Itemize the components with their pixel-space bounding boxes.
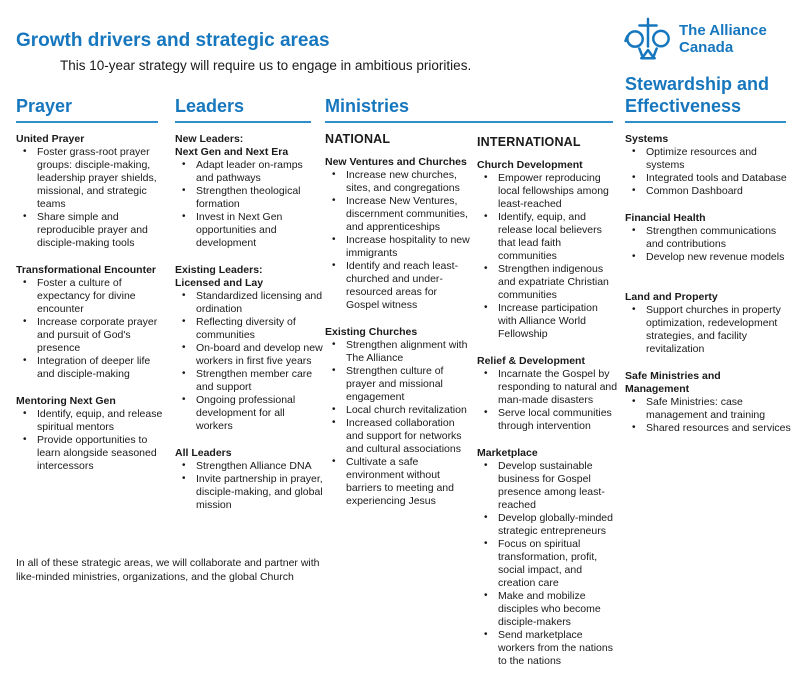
bullet-item: • Adapt leader on-ramps and pathways [175, 159, 323, 185]
section-heading: Mentoring Next Gen [16, 395, 116, 408]
bullet-list [477, 368, 619, 433]
bullet-list [625, 146, 793, 198]
bullet-item: • Share simple and reproducible prayer and disciple-making tools [16, 211, 169, 250]
section-heading: Relief & Development [477, 354, 585, 367]
bullet-item: • Cultivate a safe environment without barriers to meeting and experiencing Jesus [325, 456, 471, 508]
bullet-list [175, 460, 323, 512]
section-heading: Existing Churches [325, 325, 418, 338]
cross-pitcher-laver-crown-icon [624, 16, 672, 62]
bullet-list [477, 172, 619, 341]
section-heading: Safe Ministries and Management [625, 370, 721, 396]
bullet-item: • Increase new churches, sites, and congregations [325, 169, 471, 195]
logo-wordmark [679, 22, 767, 56]
bullet-list [325, 169, 471, 312]
bullet-item: • Strengthen Alliance DNA [175, 460, 323, 473]
bullet-item: • Increase hospitality to new immigrants [325, 234, 471, 260]
bullet-item: • Reflecting diversity of communities [175, 316, 323, 342]
bullet-item: • Shared resources and services [625, 422, 793, 435]
bullet-list [325, 339, 471, 508]
bullet-list [16, 277, 169, 381]
strategy-section [625, 370, 793, 435]
strategy-section [325, 326, 471, 508]
column-prayer-body [16, 133, 169, 487]
strategy-section [625, 291, 793, 356]
bullet-item: • Focus on spiritual transformation, profit, social impact, and creation care [477, 538, 619, 590]
bullet-item: • Optimize resources and systems [625, 146, 793, 172]
column-header-prayer: Prayer [16, 95, 158, 123]
bullet-item: • Strengthen communications and contributions [625, 225, 793, 251]
page-title: Growth drivers and strategic areas [16, 30, 330, 51]
bullet-item: • Serve local communities through intervention [477, 407, 619, 433]
bullet-list [625, 304, 793, 356]
bullet-item: • Provide opportunities to learn alongside seasoned intercessors [16, 434, 169, 473]
bullet-item: • Invite partnership in prayer, disciple-making, and global mission [175, 473, 323, 512]
bullet-item: • Strengthen alignment with The Alliance [325, 339, 471, 365]
bullet-item: • Increase participation with Alliance World Fellowship [477, 302, 619, 341]
ministries-national-subcolumn [325, 132, 471, 522]
bullet-item: • Empower reproducing local fellowships among least-reached [477, 172, 619, 211]
bullet-item: • Common Dashboard [625, 185, 793, 198]
logo-line1: The Alliance [679, 22, 767, 39]
bullet-item: • Increase New Ventures, discernment communities, and apprenticeships [325, 195, 471, 234]
bullet-item: • Identify, equip, and release spiritual mentors [16, 408, 169, 434]
section-heading: Financial Health [625, 212, 706, 225]
page-subtitle: This 10-year strategy will require us to engage in ambitious priorities. [60, 58, 472, 73]
bullet-item: • Develop globally-minded strategic entrepreneurs [477, 512, 619, 538]
strategy-section [175, 264, 323, 433]
bullet-item: • Ongoing professional development for all workers [175, 394, 323, 433]
bullet-list [16, 146, 169, 250]
bullet-item: • Develop sustainable business for Gospel presence among least-reached [477, 460, 619, 512]
footer-line1: In all of these strategic areas, we will collaborate and partner with [16, 557, 320, 569]
bullet-item: • Local church revitalization [325, 404, 471, 417]
ministries-national-body [325, 156, 471, 508]
bullet-item: • Standardized licensing and ordination [175, 290, 323, 316]
section-heading: United Prayer [16, 133, 85, 145]
column-stewardship-body [625, 133, 793, 449]
bullet-list [625, 396, 793, 435]
bullet-item: • Strengthen member care and support [175, 368, 323, 394]
bullet-list [625, 225, 793, 264]
ministries-international-subcolumn [477, 135, 619, 682]
section-heading: Transformational Encounter [16, 264, 157, 277]
bullet-item: • Incarnate the Gospel by responding to natural and man-made disasters [477, 368, 619, 407]
strategy-section [16, 133, 169, 250]
column-header-ministries: Ministries [325, 95, 613, 123]
bullet-list [477, 460, 619, 668]
bullet-item: • Support churches in property optimization, redevelopment strategies, and facility revitalization [625, 304, 793, 356]
section-heading: Land and Property [625, 291, 718, 304]
section-heading: Church Development [477, 158, 583, 171]
bullet-item: • Strengthen indigenous and expatriate Christian communities [477, 263, 619, 302]
column-header-leaders: Leaders [175, 95, 311, 123]
bullet-item: • Safe Ministries: case management and training [625, 396, 793, 422]
bullet-item: • Increased collaboration and support for networks and cultural associations [325, 417, 471, 456]
strategy-section [477, 159, 619, 341]
section-heading: Marketplace [477, 446, 538, 459]
strategy-section [477, 447, 619, 668]
logo-line2: Canada [679, 39, 734, 56]
column-header-stewardship: Stewardship and Effectiveness [625, 73, 786, 123]
subcolumn-label-international: INTERNATIONAL [477, 135, 581, 149]
bullet-item: • Develop new revenue models [625, 251, 793, 264]
alliance-canada-logo [624, 16, 767, 62]
bullet-item: • Increase corporate prayer and pursuit of God's presence [16, 316, 169, 355]
strategy-section [16, 395, 169, 473]
bullet-item: • Make and mobilize disciples who become disciple-makers [477, 590, 619, 629]
section-heading: New Leaders: Next Gen and Next Era [175, 133, 289, 159]
strategy-section [625, 133, 793, 198]
bullet-list [175, 159, 323, 250]
bullet-list [16, 408, 169, 473]
section-heading: Existing Leaders: Licensed and Lay [175, 264, 264, 290]
section-heading: Systems [625, 133, 669, 145]
strategy-section [325, 156, 471, 312]
column-leaders-body [175, 133, 323, 526]
bullet-item: • Foster grass-root prayer groups: disciple-making, leadership prayer shields, missional, and strategic teams [16, 146, 169, 211]
strategy-section [625, 212, 793, 264]
section-heading: All Leaders [175, 447, 232, 460]
strategy-section [175, 447, 323, 512]
bullet-item: • Send marketplace workers from the nations to the nations [477, 629, 619, 668]
bullet-list [175, 290, 323, 433]
strategy-section [16, 264, 169, 381]
subcolumn-label-national: NATIONAL [325, 132, 391, 146]
footer-line2: like-minded ministries, organizations, and the global Church [16, 571, 294, 584]
strategy-section [175, 133, 323, 250]
bullet-item: • Integration of deeper life and disciple-making [16, 355, 169, 381]
bullet-item: • Strengthen culture of prayer and missional engagement [325, 365, 471, 404]
bullet-item: • Foster a culture of expectancy for divine encounter [16, 277, 169, 316]
strategy-section [477, 355, 619, 433]
bullet-item: • Identify and reach least-churched and under-resourced areas for Gospel witness [325, 260, 471, 312]
bullet-item: • Strengthen theological formation [175, 185, 323, 211]
bullet-item: • Integrated tools and Database [625, 172, 793, 185]
bullet-item: • On-board and develop new workers in first five years [175, 342, 323, 368]
bullet-item: • Invest in Next Gen opportunities and development [175, 211, 323, 250]
footer-note [16, 556, 320, 584]
section-heading: New Ventures and Churches [325, 155, 467, 168]
bullet-item: • Identify, equip, and release local believers that lead faith communities [477, 211, 619, 263]
ministries-international-body [477, 159, 619, 669]
